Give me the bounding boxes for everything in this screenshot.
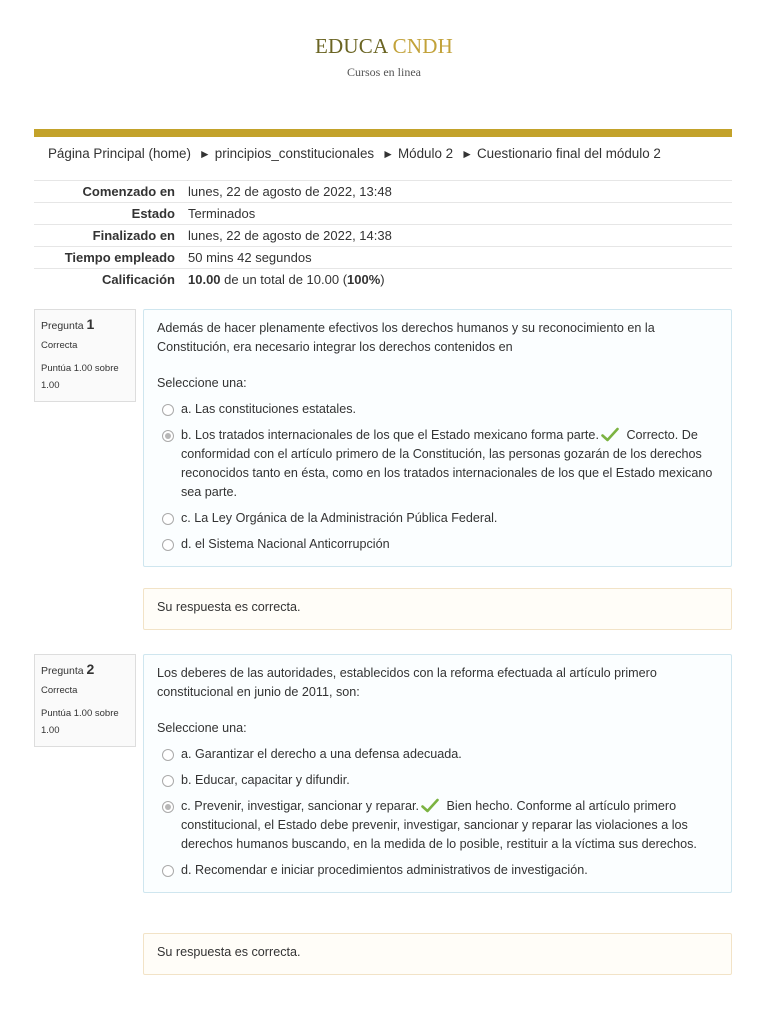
answer-option-a[interactable] — [157, 745, 718, 764]
question-number: 1 — [86, 316, 95, 332]
triangle-right-icon: ► — [461, 147, 473, 161]
question-info-1 — [34, 309, 136, 402]
attempt-summary-table — [34, 180, 732, 291]
radio-button[interactable] — [162, 749, 174, 761]
question-result-2: Su respuesta es correcta. — [143, 933, 732, 975]
radio-button[interactable] — [162, 513, 174, 525]
grade-percent: 100% — [347, 272, 381, 288]
summary-value: 50 mins 42 segundos — [188, 247, 732, 269]
breadcrumb-course-link[interactable]: principios_constitucionales — [214, 146, 375, 161]
radio-button[interactable] — [162, 865, 174, 877]
question-content-1 — [143, 309, 732, 567]
answer-label: a. Garantizar el derecho a una defensa adecuada. — [181, 747, 462, 761]
site-header — [0, 34, 768, 80]
summary-row-started — [34, 181, 732, 203]
answer-prompt: Seleccione una: — [157, 376, 247, 390]
triangle-right-icon: ► — [198, 147, 211, 161]
answer-option-c[interactable] — [157, 797, 718, 854]
summary-value: Terminados — [188, 203, 732, 225]
answer-label: b. Educar, capacitar y difundir. — [181, 773, 350, 787]
summary-label: Comenzado en — [34, 181, 188, 203]
site-subtitle: Cursos en linea — [347, 65, 421, 79]
grade-mid: de un total de 10.00 ( — [220, 272, 348, 288]
answer-option-a[interactable] — [157, 400, 718, 419]
question-content-2 — [143, 654, 732, 893]
radio-button-selected[interactable] — [162, 801, 174, 813]
triangle-right-icon: ► — [382, 147, 394, 161]
site-title-part2: CNDH — [392, 34, 453, 58]
answer-label: b. Los tratados internacionales de los que el Estado mexicano forma parte. — [181, 428, 599, 442]
summary-label: Tiempo empleado — [34, 247, 188, 269]
question-text: Los deberes de las autoridades, establecidos con la reforma efectuada al artículo primero constitucional en junio de 2011, son: — [157, 666, 657, 699]
summary-label: Finalizado en — [34, 225, 188, 247]
summary-label: Calificación — [34, 269, 188, 291]
answer-label: d. Recomendar e iniciar procedimientos administrativos de investigación. — [181, 863, 588, 877]
summary-value: lunes, 22 de agosto de 2022, 13:48 — [188, 181, 732, 203]
summary-value: lunes, 22 de agosto de 2022, 14:38 — [188, 225, 732, 247]
radio-button[interactable] — [162, 539, 174, 551]
summary-row-time — [34, 247, 732, 269]
breadcrumb-module-link[interactable]: Módulo 2 — [397, 146, 454, 161]
answer-feedback: Bien hecho. Conforme al artículo primero constitucional, el Estado debe prevenir, investigar, sancionar y reparar las violaciones a los derechos humanos buscando, en la medida de lo posible, restituir a la víctima sus derechos. — [181, 799, 697, 851]
answer-label: c. La Ley Orgánica de la Administración Pública Federal. — [181, 511, 498, 525]
answer-prompt: Seleccione una: — [157, 721, 247, 735]
answer-option-b[interactable] — [157, 771, 718, 790]
question-grade: Puntúa 1.00 sobre 1.00 — [41, 363, 119, 391]
answer-feedback: Correcto. De conformidad con el artículo primero de la Constitución, las personas gozarán de los derechos reconocidos tanto en ésta, como en los tratados internacionales de los que el Estado mexicano sea parte. — [181, 428, 713, 499]
answer-label: a. Las constituciones estatales. — [181, 402, 357, 416]
summary-row-grade — [34, 269, 732, 291]
checkmark-icon — [601, 427, 619, 442]
answer-option-d[interactable] — [157, 861, 718, 880]
answer-label: c. Prevenir, investigar, sancionar y reparar. — [181, 799, 419, 813]
question-info-2 — [34, 654, 136, 747]
question-text: Además de hacer plenamente efectivos los derechos humanos y su reconocimiento en la Constitución, era necesario integrar los derechos contenidos en — [157, 321, 655, 354]
answer-label: d. el Sistema Nacional Anticorrupción — [181, 537, 390, 551]
answer-option-c[interactable] — [157, 509, 718, 528]
question-grade: Puntúa 1.00 sobre 1.00 — [41, 708, 119, 736]
question-number: 2 — [86, 661, 95, 677]
breadcrumb — [48, 146, 661, 161]
answer-option-d[interactable] — [157, 535, 718, 554]
site-title-part1: EDUCA — [315, 34, 388, 58]
breadcrumb-quiz-link[interactable]: Cuestionario final del módulo 2 — [476, 146, 661, 161]
radio-button[interactable] — [162, 404, 174, 416]
checkmark-icon — [421, 798, 439, 813]
grade-score: 10.00 — [188, 272, 221, 288]
summary-value — [188, 269, 732, 291]
question-label: Pregunta — [41, 320, 84, 332]
radio-button[interactable] — [162, 775, 174, 787]
summary-label: Estado — [34, 203, 188, 225]
grade-end: ) — [380, 272, 385, 288]
question-result-1: Su respuesta es correcta. — [143, 588, 732, 630]
question-state: Correcta — [41, 685, 78, 696]
summary-row-completed — [34, 225, 732, 247]
site-title[interactable] — [0, 34, 768, 59]
header-divider — [34, 129, 732, 137]
question-label: Pregunta — [41, 665, 84, 677]
breadcrumb-home-link[interactable]: Página Principal (home) — [48, 146, 191, 161]
question-state: Correcta — [41, 340, 78, 351]
answer-option-b[interactable] — [157, 426, 718, 502]
radio-button-selected[interactable] — [162, 430, 174, 442]
summary-row-state — [34, 203, 732, 225]
